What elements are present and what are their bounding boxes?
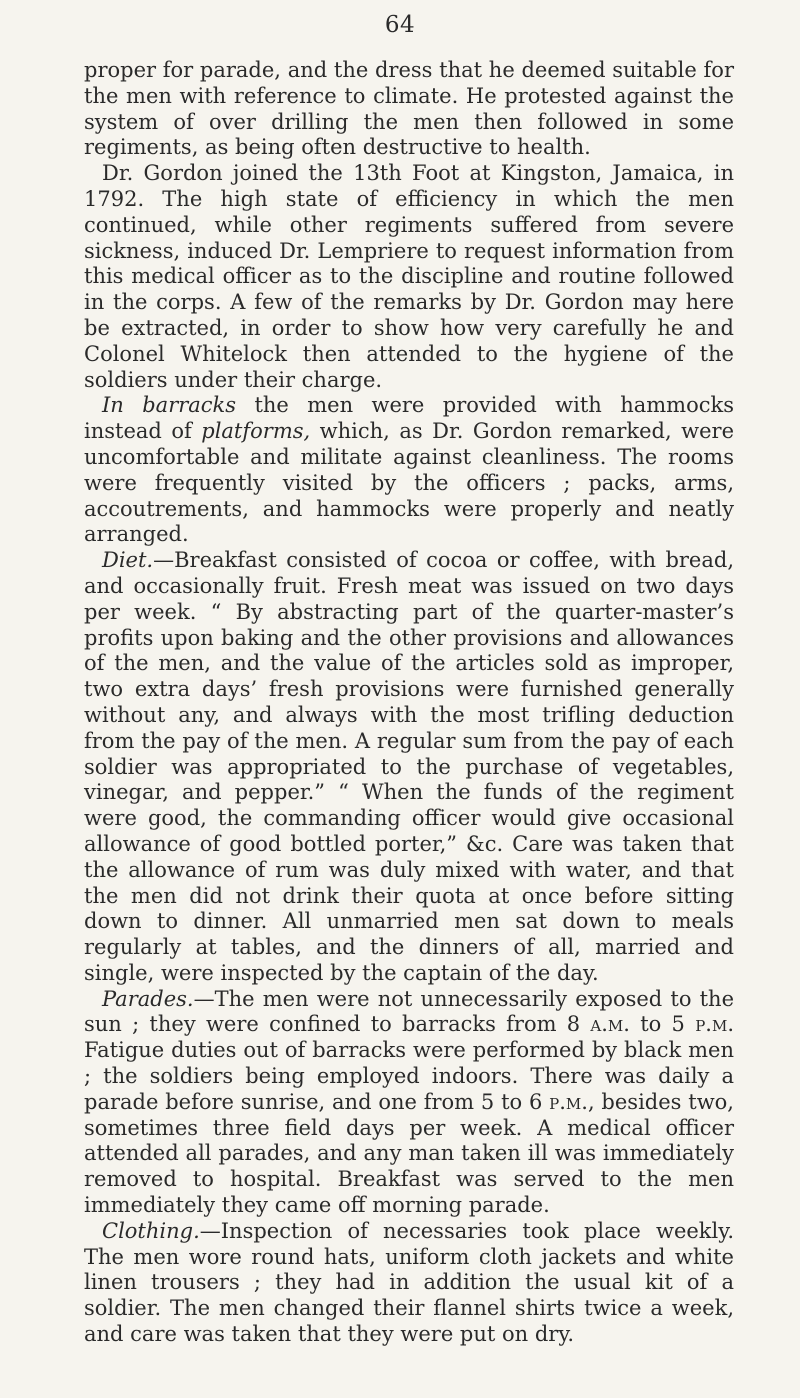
paragraph-clothing [84,1219,734,1348]
time-pm-second: p.m., [549,1089,595,1114]
body-text [84,58,734,1348]
parades-text-d: besides two, sometimes three field days per week. A medical officer attended all parades, and any man taken ill was immediately removed to hospital. Breakfast was served to the men immediately they came off morning parade. [84,1089,734,1218]
platforms-term: platforms, [201,419,311,444]
parades-text-b: to 5 [629,1012,696,1037]
parades-text-a: —The men were not unnecessarily exposed to the sun ; they were confined to barracks from 8 [84,986,734,1037]
paragraph-continuation: proper for parade, and the dress that he deemed suitable for the men with reference to climate. He protested against the system of over drilling the men then followed in some regiments, as being often destructive to health. [84,58,734,160]
time-pm: p.m. [695,1012,734,1037]
time-am: a.m. [590,1012,630,1037]
clothing-heading: Clothing. [102,1218,200,1243]
diet-heading: Diet. [102,548,154,573]
parades-heading: Parades. [102,986,194,1011]
diet-text: —Breakfast consisted of cocoa or coffee, with bread, and occasionally fruit. Fresh meat was issued on two days per week. “ By abstracting part of the quarter-master’s profits upon baking and the other provisions and allowances of the men, and the value of the articles sold as improper, two extra days’ fresh provisions were furnished generally without any, and always with the most trifling deduction from the pay of the men. A regular sum from the pay of each soldier was appropriated to the purchase of vegetables, vinegar, and pepper.” “ When the funds of the regiment were good, the commanding officer would give occasional allowance of good bottled porter,” &c. Care was taken that the allowance of rum was duly mixed with water, and that the men did not drink their quota at once before sitting down to dinner. All unmarried men sat down to meals regularly at tables, and the dinners of all, married and single, were inspected by the captain of the day. [84,548,734,985]
clothing-text: —Inspection of necessaries took place weekly. The men wore round hats, uniform cloth jackets and white linen trousers ; they had in addition the usual kit of a soldier. The men changed their flannel shirts twice a week, and care was taken that they were put on dry. [84,1218,734,1347]
barracks-text-b: which, as Dr. Gordon remarked, were uncomfortable and militate against cleanliness. The rooms were frequently visited by the officers ; packs, arms, accoutrements, and hammocks were properly and neatly arranged. [84,419,734,547]
parades-text-c: Fatigue duties out of barracks were performed by black men ; the soldiers being employed indoors. There was daily a parade before sunrise, and one from 5 to 6 [84,1038,734,1114]
barracks-lead: barracks [142,393,237,418]
page-number: 64 [384,12,416,38]
paragraph-dr-gordon: Dr. Gordon joined the 13th Foot at Kingston, Jamaica, in 1792. The high state of efficiency in which the men continued, while other regiments suffered from severe sickness, induced Dr. Lempriere to request information from this medical officer as to the discipline and routine followed in the corps. A few of the remarks by Dr. Gordon may here be extracted, in order to show how very carefully he and Colonel Whitelock then attended to the hygiene of the soldiers under their charge. [84,161,734,392]
barracks-lead-in: In [102,393,124,418]
barracks-text-a: the men were provided with hammocks instead of [84,393,734,444]
paragraph-barracks [84,393,734,548]
paragraph-parades [84,987,734,1219]
paragraph-diet [84,548,734,987]
